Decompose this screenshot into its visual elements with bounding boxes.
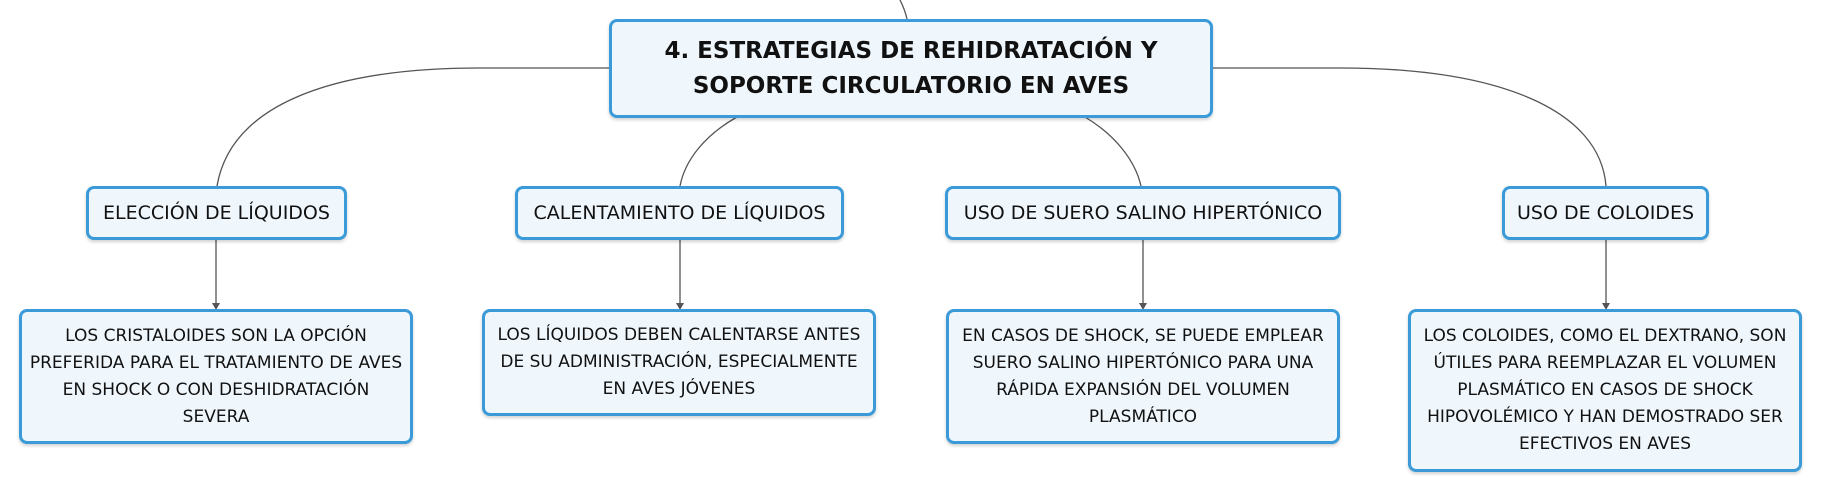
detail-text: LOS LÍQUIDOS DEBEN CALENTARSE ANTES DE SU ADMINISTRACIÓN, ESPECIALMENTE EN AVES JÓVENES [497, 325, 861, 399]
root-topic[interactable] [609, 19, 1213, 118]
branch-uso-de-coloides[interactable] [1502, 186, 1709, 240]
detail-text: LOS COLOIDES, COMO EL DEXTRANO, SON ÚTILES PARA REEMPLAZAR EL VOLUMEN PLASMÁTICO EN CASOS DE SHOCK HIPOVOLÉMICO Y HAN DEMOSTRADO SER EFECTIVOS EN AVES [1423, 326, 1787, 454]
detail-text: EN CASOS DE SHOCK, SE PUEDE EMPLEAR SUERO SALINO HIPERTÓNICO PARA UNA RÁPIDA EXPANSIÓN DEL VOLUMEN PLASMÁTICO [962, 325, 1324, 427]
detail-elección-de-líquidos[interactable] [19, 309, 413, 444]
branch-uso-de-suero-salino-hipertónico[interactable] [945, 186, 1341, 240]
connector-upstream [900, 0, 907, 19]
root-topic-title: 4. ESTRATEGIAS DE REHIDRATACIÓN Y SOPORTE CIRCULATORIO EN AVES [664, 37, 1158, 99]
branch-label: USO DE COLOIDES [1516, 202, 1695, 224]
connector-root-to-calentamiento-de-líquidos [680, 117, 737, 186]
detail-calentamiento-de-líquidos[interactable] [482, 309, 876, 416]
connector-root-to-elección-de-líquidos [217, 68, 609, 186]
branch-label: ELECCIÓN DE LÍQUIDOS [103, 202, 330, 224]
detail-text: LOS CRISTALOIDES SON LA OPCIÓN PREFERIDA PARA EL TRATAMIENTO DE AVES EN SHOCK O CON DESHIDRATACIÓN SEVERA [29, 325, 403, 427]
branch-label: CALENTAMIENTO DE LÍQUIDOS [533, 202, 826, 224]
detail-uso-de-suero-salino-hipertónico[interactable] [946, 309, 1340, 444]
branch-calentamiento-de-líquidos[interactable] [515, 186, 844, 240]
branch-label: USO DE SUERO SALINO HIPERTÓNICO [963, 202, 1323, 224]
connector-root-to-uso-de-suero-salino-hipertónico [1085, 117, 1141, 186]
detail-uso-de-coloides[interactable] [1408, 309, 1802, 472]
branch-elección-de-líquidos[interactable] [86, 186, 347, 240]
connector-root-to-uso-de-coloides [1212, 68, 1606, 186]
